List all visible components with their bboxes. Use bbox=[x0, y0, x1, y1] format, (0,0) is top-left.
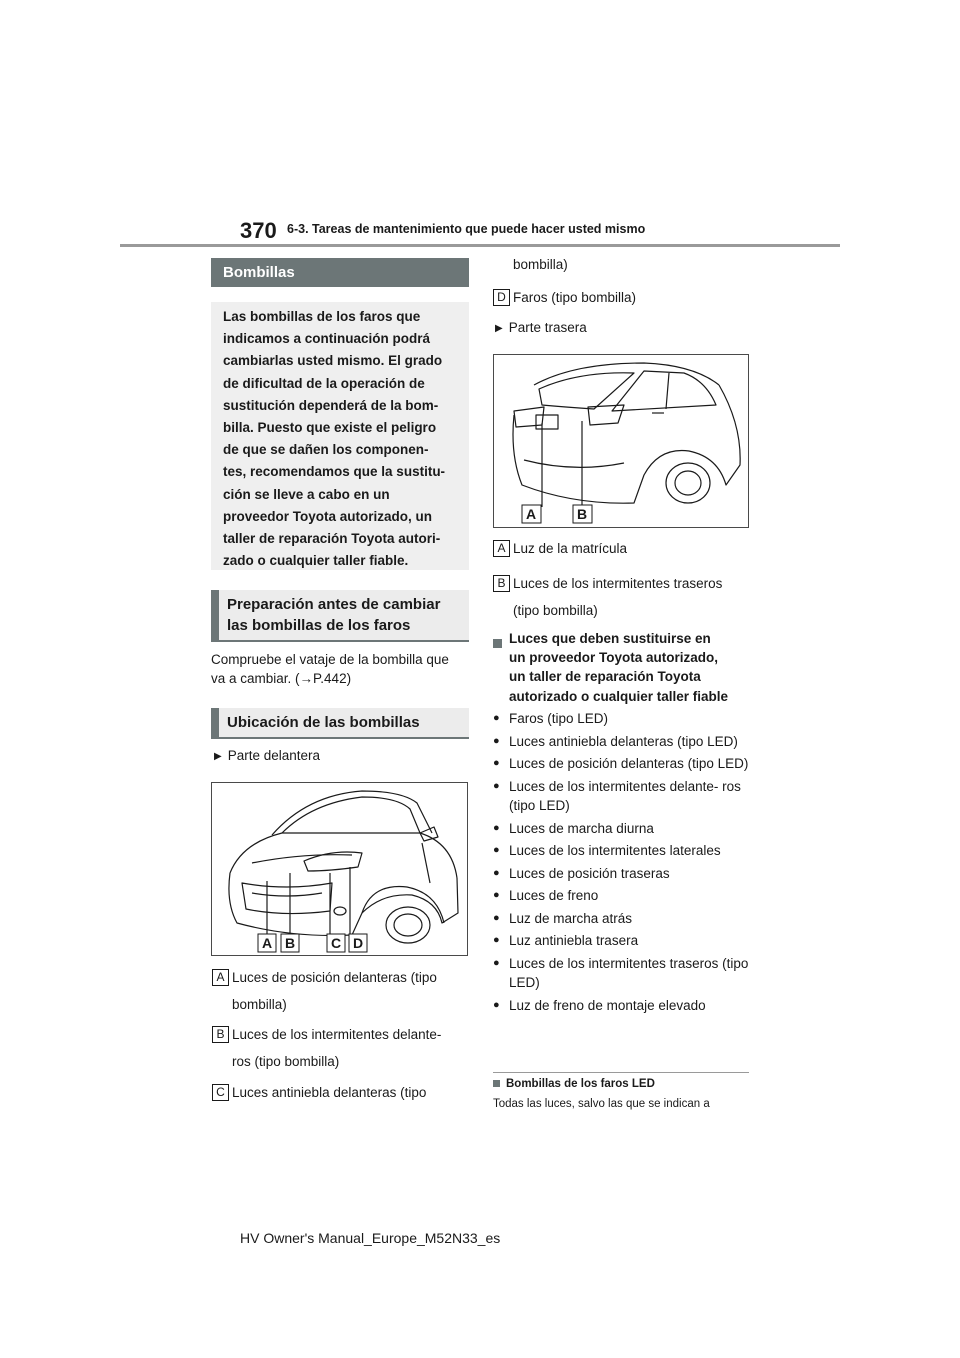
front-label-text: Parte delantera bbox=[227, 748, 321, 763]
dealer-heading-line: autorizado o cualquier taller fiable bbox=[509, 688, 729, 704]
legend-text: bombilla) bbox=[232, 997, 287, 1012]
section-title: 6-3. Tareas de mantenimiento que puede hacer usted mismo bbox=[287, 222, 646, 236]
list-item: ● Luces de los intermitentes delante- ros (tipo LED) bbox=[493, 777, 749, 816]
page-number: 370 bbox=[240, 218, 277, 243]
prep-text bbox=[211, 650, 469, 688]
dealer-heading bbox=[493, 629, 753, 706]
intro-line: de que se dañen los componen- bbox=[223, 442, 429, 458]
square-bullet-icon bbox=[493, 639, 502, 648]
intro-line: billa. Puesto que existe el peligro bbox=[223, 420, 437, 436]
intro-line: taller de reparación Toyota autori- bbox=[223, 531, 441, 547]
intro-line: ción se lleve a cabo en un bbox=[223, 486, 390, 502]
bombillas-heading: Bombillas bbox=[211, 258, 469, 287]
legend-letter-badge: B bbox=[212, 1026, 229, 1043]
manual-id: HV Owner's Manual_Europe_M52N33_es bbox=[240, 1230, 501, 1246]
legend-text: bombilla) bbox=[513, 257, 568, 272]
intro-line: Las bombillas de los faros que bbox=[223, 309, 421, 324]
front-callout-b: B bbox=[285, 935, 296, 951]
list-item: ● Luces de marcha diurna bbox=[493, 819, 749, 839]
rear-callout-a: A bbox=[526, 506, 537, 522]
rear-car-figure bbox=[493, 354, 749, 528]
legend-letter-badge: A bbox=[493, 540, 510, 557]
led-note-title-text: Bombillas de los faros LED bbox=[506, 1078, 655, 1090]
intro-line: indicamos a continuación podrá bbox=[223, 331, 431, 347]
list-item: ● Luces de los intermitentes laterales bbox=[493, 841, 749, 861]
led-note-text: Todas las luces, salvo las que se indican a bbox=[493, 1098, 710, 1110]
intro-line: proveedor Toyota autorizado, un bbox=[223, 508, 433, 524]
rear-label bbox=[495, 318, 587, 339]
triangle-bullet-icon: ▶ bbox=[214, 751, 222, 762]
intro-line: zado o cualquier taller fiable. bbox=[223, 553, 409, 569]
list-item: ● Luces antiniebla delanteras (tipo LED) bbox=[493, 732, 749, 752]
legend-letter-badge: C bbox=[212, 1084, 229, 1101]
legend-text: ros (tipo bombilla) bbox=[232, 1054, 340, 1069]
list-item: ● Luces de freno bbox=[493, 886, 749, 906]
intro-box bbox=[211, 302, 469, 570]
intro-line: sustitución dependerá de la bom- bbox=[223, 397, 439, 413]
legend-text: (tipo bombilla) bbox=[513, 603, 598, 618]
legend-text: Luz de la matrícula bbox=[513, 541, 628, 556]
legend-text: Luces de los intermitentes delante- bbox=[232, 1027, 442, 1042]
prep-heading bbox=[211, 590, 469, 642]
dealer-bulb-list bbox=[493, 709, 749, 1018]
rear-callout-b: B bbox=[577, 506, 588, 522]
legend-letter-badge: B bbox=[493, 575, 510, 592]
legend-text: Luces de posición delanteras (tipo bbox=[232, 970, 437, 985]
intro-line: de dificultad de la operación de bbox=[223, 375, 425, 391]
square-bullet-icon bbox=[493, 1080, 500, 1087]
prep-text-line: va a cambiar. (→P.442) bbox=[211, 671, 352, 686]
front-callout-c: C bbox=[331, 935, 342, 951]
led-note-title bbox=[493, 1078, 655, 1090]
front-car-illustration bbox=[212, 783, 467, 955]
prep-heading-line: las bombillas de los faros bbox=[227, 617, 411, 634]
list-item: ● Faros (tipo LED) bbox=[493, 709, 749, 729]
list-item: ● Luz de freno de montaje elevado bbox=[493, 996, 749, 1016]
location-heading: Ubicación de las bombillas bbox=[211, 708, 469, 739]
list-item: ● Luces de posición delanteras (tipo LED) bbox=[493, 754, 749, 774]
front-callout-a: A bbox=[262, 935, 273, 951]
legend-letter-badge: A bbox=[212, 969, 229, 986]
front-car-figure bbox=[211, 782, 468, 956]
dealer-heading-line: un proveedor Toyota autorizado, bbox=[509, 650, 719, 666]
list-item: ● Luz de marcha atrás bbox=[493, 909, 749, 929]
list-item: ● Luces de posición traseras bbox=[493, 864, 749, 884]
legend-text: Luces antiniebla delanteras (tipo bbox=[232, 1085, 427, 1100]
list-item: ● Luces de los intermitentes traseros (tipo LED) bbox=[493, 954, 749, 993]
intro-line: tes, recomendamos que la sustitu- bbox=[223, 464, 446, 480]
prep-heading-line: Preparación antes de cambiar bbox=[227, 596, 441, 613]
note-divider bbox=[493, 1072, 749, 1073]
front-callout-d: D bbox=[353, 935, 364, 951]
dealer-heading-line: un taller de reparación Toyota bbox=[509, 669, 701, 685]
prep-text-line: Compruebe el vataje de la bombilla que bbox=[211, 652, 449, 667]
legend-text: Faros (tipo bombilla) bbox=[513, 290, 637, 305]
legend-letter-badge: D bbox=[493, 289, 510, 306]
header-rule bbox=[120, 244, 840, 247]
list-item: ● Luz antiniebla trasera bbox=[493, 931, 749, 951]
intro-line: cambiarlas usted mismo. El grado bbox=[223, 353, 443, 369]
legend-text: Luces de los intermitentes traseros bbox=[513, 576, 723, 591]
triangle-bullet-icon: ▶ bbox=[495, 323, 503, 334]
rear-label-text: Parte trasera bbox=[508, 320, 587, 335]
front-label bbox=[214, 746, 320, 767]
dealer-heading-line: Luces que deben sustituirse en bbox=[509, 631, 711, 646]
rear-car-illustration bbox=[494, 355, 748, 527]
